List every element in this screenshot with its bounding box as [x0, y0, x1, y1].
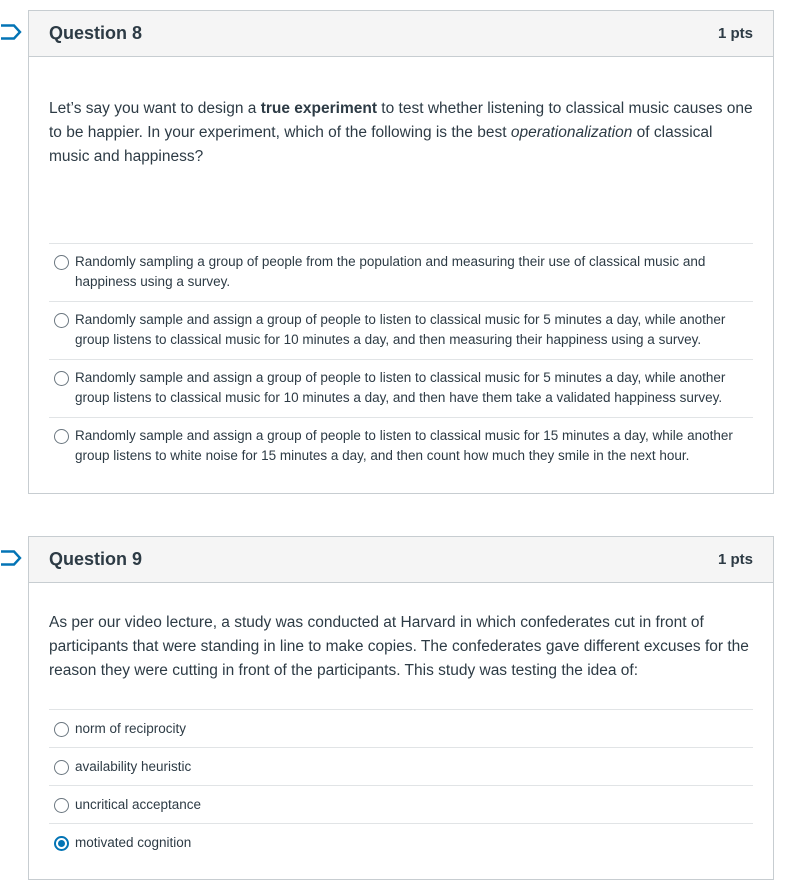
question-text	[29, 611, 773, 709]
answer-label: Randomly sample and assign a group of people to listen to classical music for 5 minutes a day, while another group listens to classical music for 10 minutes a day, and then have them take a validated happiness survey.	[75, 370, 726, 405]
question-title: Question 9	[49, 549, 143, 569]
question-text-italic: operationalization	[510, 124, 633, 141]
flag-question-icon[interactable]	[1, 24, 23, 40]
question-card-9	[28, 536, 774, 880]
answer-option[interactable]	[49, 417, 753, 475]
question-title: Question 8	[49, 23, 143, 43]
question-text-part: Let’s say you want to design a	[49, 100, 261, 117]
question-text-part: As per our video lecture, a study was conducted at Harvard in which confederates cut in front of participants that were standing in line to make copies. The confederates gave different excuses for the reason they were cutting in front of the participants. This study was testing the idea of:	[49, 614, 749, 679]
answer-label: Randomly sampling a group of people from the population and measuring their use of classical music and happiness using a survey.	[75, 254, 706, 289]
radio-button-icon[interactable]	[54, 255, 69, 270]
question-text-part: to test whether listening to classical music causes one to be happier. In your experiment, which of the following is the best	[49, 100, 753, 141]
answer-option[interactable]	[49, 243, 753, 301]
question-text	[29, 97, 773, 243]
question-header	[29, 537, 773, 583]
answer-option[interactable]	[49, 359, 753, 417]
answer-option[interactable]	[49, 785, 753, 823]
answer-label: motivated cognition	[75, 835, 192, 850]
question-header	[29, 11, 773, 57]
answer-label: Randomly sample and assign a group of people to listen to classical music for 15 minutes a day, while another group listens to white noise for 15 minutes a day, and then count how much they smile in the next hour.	[75, 428, 733, 463]
answer-label: norm of reciprocity	[75, 721, 187, 736]
radio-button-icon[interactable]	[54, 722, 69, 737]
answer-option[interactable]	[49, 301, 753, 359]
question-card-8	[28, 10, 774, 494]
question-text-bold: true experiment	[260, 100, 377, 117]
radio-button-icon[interactable]	[54, 429, 69, 444]
answer-option[interactable]	[49, 747, 753, 785]
question-points: 1 pts	[717, 25, 753, 42]
question-points: 1 pts	[717, 551, 753, 568]
radio-button-icon[interactable]	[54, 836, 69, 851]
answer-list	[49, 709, 753, 861]
flag-question-icon[interactable]	[1, 550, 23, 566]
radio-button-icon[interactable]	[54, 313, 69, 328]
answer-label: Randomly sample and assign a group of people to listen to classical music for 5 minutes a day, while another group listens to classical music for 10 minutes a day, and then measuring their happiness using a survey.	[75, 312, 726, 347]
radio-button-icon[interactable]	[54, 760, 69, 775]
answer-option[interactable]	[49, 823, 753, 861]
answer-option[interactable]	[49, 709, 753, 747]
question-text-part: of classical music and happiness?	[49, 124, 713, 165]
answer-list	[49, 243, 753, 475]
answer-label: uncritical acceptance	[75, 797, 202, 812]
answer-label: availability heuristic	[75, 759, 192, 774]
radio-button-icon[interactable]	[54, 371, 69, 386]
radio-button-icon[interactable]	[54, 798, 69, 813]
